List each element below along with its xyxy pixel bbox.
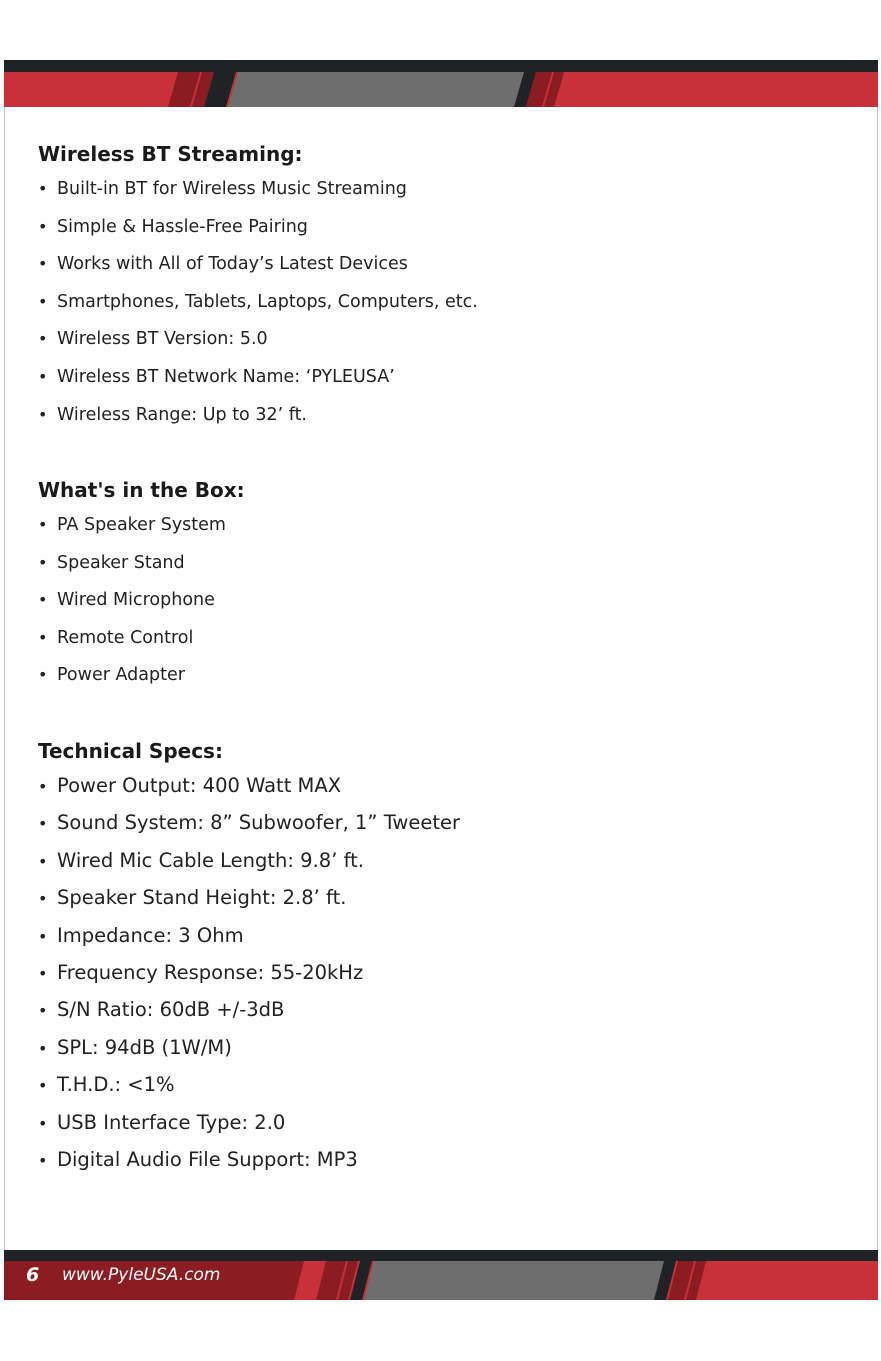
specs-list [38,767,858,1178]
list-item: • PA Speaker System [38,506,858,544]
header-dark-strip [4,60,878,72]
list-item: • Wireless Range: Up to 32’ ft. [38,396,858,434]
list-item: • Wireless BT Version: 5.0 [38,320,858,358]
list-item: • Smartphones, Tablets, Laptops, Computers, etc. [38,283,858,321]
section-title: What's in the Box: [38,478,245,502]
box-contents-list [38,506,858,694]
list-item: • Power Adapter [38,656,858,694]
list-item: • T.H.D.: <1% [38,1066,858,1103]
section-title: Wireless BT Streaming: [38,142,303,166]
header-band [4,60,878,107]
section-whats-in-the-box [38,474,858,694]
list-item: • Digital Audio File Support: MP3 [38,1141,858,1178]
list-item: • Power Output: 400 Watt MAX [38,767,858,804]
list-item: • Wireless BT Network Name: ‘PYLEUSA’ [38,358,858,396]
list-item: • SPL: 94dB (1W/M) [38,1029,858,1066]
footer-url: www.PyleUSA.com [62,1265,221,1285]
list-item: • Frequency Response: 55-20kHz [38,954,858,991]
footer-dark-strip [4,1250,878,1261]
page-number: 6 [26,1264,40,1286]
list-item: • Remote Control [38,619,858,657]
list-item: • Wired Microphone [38,581,858,619]
header-band-graphic [4,60,878,107]
section-title: Technical Specs: [38,739,223,763]
list-item: • Impedance: 3 Ohm [38,917,858,954]
list-item: • S/N Ratio: 60dB +/-3dB [38,991,858,1028]
list-item: • Sound System: 8” Subwoofer, 1” Tweeter [38,804,858,841]
list-item: • USB Interface Type: 2.0 [38,1104,858,1141]
list-item: • Speaker Stand [38,544,858,582]
header-grey-stripe [228,72,524,107]
section-wireless-bt-streaming [38,138,858,433]
list-item: • Wired Mic Cable Length: 9.8’ ft. [38,842,858,879]
section-technical-specs [38,735,858,1178]
list-item: • Built-in BT for Wireless Music Streaming [38,170,858,208]
list-item: • Simple & Hassle-Free Pairing [38,208,858,246]
footer-grey-stripe [364,1261,664,1300]
list-item: • Works with All of Today’s Latest Devices [38,245,858,283]
list-item: • Speaker Stand Height: 2.8’ ft. [38,879,858,916]
feature-list [38,170,858,433]
